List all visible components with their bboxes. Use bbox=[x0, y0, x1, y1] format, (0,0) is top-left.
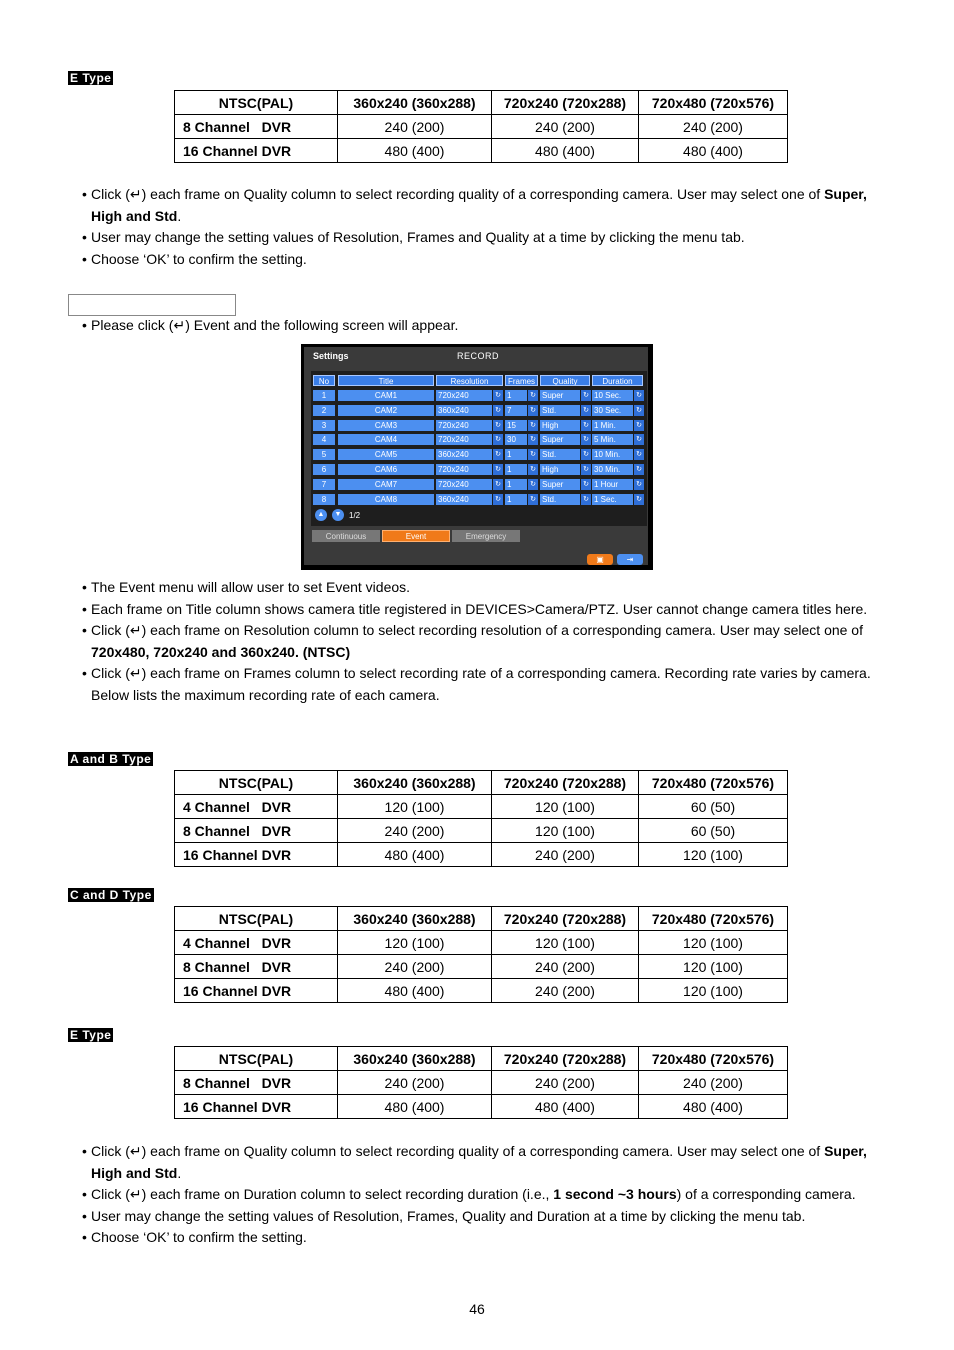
cycle-icon[interactable]: ↻ bbox=[493, 434, 503, 445]
duration-value[interactable]: 1 Sec. bbox=[592, 494, 633, 505]
frames-value[interactable]: 30 bbox=[505, 434, 527, 445]
row-number: 5 bbox=[313, 449, 335, 460]
header-cell: NTSC(PAL) bbox=[175, 907, 338, 931]
table-row bbox=[175, 139, 788, 163]
camera-title: CAM3 bbox=[338, 420, 434, 431]
bullet-list-duration bbox=[82, 1141, 882, 1249]
page-up-icon[interactable]: ▲ bbox=[315, 509, 327, 521]
cycle-icon[interactable]: ↻ bbox=[493, 494, 503, 505]
frames-value[interactable]: 1 bbox=[505, 494, 527, 505]
frame-rate-table-cd bbox=[174, 906, 788, 1003]
cycle-icon[interactable]: ↻ bbox=[581, 479, 591, 490]
cycle-icon[interactable]: ↻ bbox=[493, 420, 503, 431]
table-cell: 120 (100) bbox=[639, 979, 788, 1003]
event-intro bbox=[82, 315, 882, 337]
table-cell: 120 (100) bbox=[492, 795, 639, 819]
cycle-icon[interactable]: ↻ bbox=[581, 390, 591, 401]
page-indicator: 1/2 bbox=[349, 511, 361, 520]
table-header-row bbox=[175, 91, 788, 115]
dvr-screen-title: RECORD bbox=[457, 351, 500, 361]
return-icon: ↵ bbox=[129, 186, 142, 202]
table-cell: 120 (100) bbox=[639, 931, 788, 955]
table-cell: 480 (400) bbox=[492, 139, 639, 163]
table-cell: 240 (200) bbox=[639, 1071, 788, 1095]
section-heading-box bbox=[68, 294, 236, 316]
cycle-icon[interactable]: ↻ bbox=[634, 449, 644, 460]
camera-title: CAM8 bbox=[338, 494, 434, 505]
list-item: • Click (↵) each frame on Resolution column to select recording resolution of a corresponding camera. User may select one of 720x480, 720x240 and 360x240. (NTSC) bbox=[82, 620, 882, 663]
table-cell: 240 (200) bbox=[492, 1071, 639, 1095]
frame-rate-table-top bbox=[174, 90, 788, 163]
cycle-icon[interactable]: ↻ bbox=[581, 434, 591, 445]
list-item: • Click (↵) each frame on Quality column to select recording quality of a corresponding camera. User may select one of Super, High and Std. bbox=[82, 184, 882, 227]
resolution-value[interactable]: 360x240 bbox=[436, 405, 492, 416]
table-cell: 240 (200) bbox=[492, 843, 639, 867]
table-cell: 120 (100) bbox=[492, 819, 639, 843]
quality-value[interactable]: Super bbox=[540, 390, 580, 401]
header-resolution: Resolution bbox=[436, 375, 503, 386]
header-cell: 720x240 (720x288) bbox=[492, 907, 639, 931]
table-row bbox=[175, 1071, 788, 1095]
duration-value[interactable]: 30 Min. bbox=[592, 464, 633, 475]
table-row bbox=[175, 1095, 788, 1119]
row-label: 16 Channel DVR bbox=[175, 979, 338, 1003]
list-item: • The Event menu will allow user to set Event videos. bbox=[82, 577, 882, 599]
dvr-window bbox=[304, 347, 648, 565]
header-cell: 360x240 (360x288) bbox=[338, 907, 492, 931]
frame-rate-table-e bbox=[174, 1046, 788, 1119]
header-no: No bbox=[313, 375, 335, 386]
return-icon: ↵ bbox=[173, 317, 186, 333]
cycle-icon[interactable]: ↻ bbox=[634, 464, 644, 475]
row-label: 16 Channel DVR bbox=[175, 1095, 338, 1119]
quality-value[interactable]: High bbox=[540, 420, 580, 431]
frames-value[interactable]: 1 bbox=[505, 464, 527, 475]
duration-value[interactable]: 1 Hour bbox=[592, 479, 633, 490]
resolution-value[interactable]: 720x240 bbox=[436, 479, 492, 490]
header-quality: Quality bbox=[540, 375, 590, 386]
cycle-icon[interactable]: ↻ bbox=[528, 449, 538, 460]
header-cell: 360x240 (360x288) bbox=[338, 91, 492, 115]
list-item: • Please click (↵) Event and the following screen will appear. bbox=[82, 315, 882, 337]
list-item: • User may change the setting values of Resolution, Frames, Quality and Duration at a time by clicking the menu tab. bbox=[82, 1206, 882, 1228]
page-down-icon[interactable]: ▼ bbox=[332, 509, 344, 521]
cycle-icon[interactable]: ↻ bbox=[528, 434, 538, 445]
camera-title: CAM2 bbox=[338, 405, 434, 416]
cycle-icon[interactable]: ↻ bbox=[581, 405, 591, 416]
resolution-value[interactable]: 360x240 bbox=[436, 494, 492, 505]
tab-emergency[interactable]: Emergency bbox=[452, 530, 520, 542]
header-cell: 720x480 (720x576) bbox=[639, 91, 788, 115]
table-row bbox=[175, 931, 788, 955]
cycle-icon[interactable]: ↻ bbox=[581, 449, 591, 460]
exit-icon[interactable]: ⇥ bbox=[617, 554, 643, 565]
camera-title: CAM6 bbox=[338, 464, 434, 475]
duration-value[interactable]: 1 Min. bbox=[592, 420, 633, 431]
cycle-icon[interactable]: ↻ bbox=[528, 494, 538, 505]
quality-value[interactable]: Super bbox=[540, 479, 580, 490]
camera-title: CAM5 bbox=[338, 449, 434, 460]
frames-value[interactable]: 15 bbox=[505, 420, 527, 431]
header-cell: 720x240 (720x288) bbox=[492, 771, 639, 795]
duration-value[interactable]: 10 Sec. bbox=[592, 390, 633, 401]
row-number: 1 bbox=[313, 390, 335, 401]
list-item: • Choose ‘OK’ to confirm the setting. bbox=[82, 249, 882, 271]
duration-value[interactable]: 5 Min. bbox=[592, 434, 633, 445]
frames-value[interactable]: 7 bbox=[505, 405, 527, 416]
table-cell: 240 (200) bbox=[338, 1071, 492, 1095]
table-cell: 240 (200) bbox=[338, 955, 492, 979]
header-cell: NTSC(PAL) bbox=[175, 771, 338, 795]
table-cell: 60 (50) bbox=[639, 819, 788, 843]
return-icon: ↵ bbox=[129, 1143, 142, 1159]
header-title: Title bbox=[338, 375, 434, 386]
table-cell: 120 (100) bbox=[639, 955, 788, 979]
table-row bbox=[175, 843, 788, 867]
frames-value[interactable]: 1 bbox=[505, 390, 527, 401]
table-row bbox=[175, 795, 788, 819]
type-tag-ab: A and B Type bbox=[70, 752, 152, 766]
table-cell: 240 (200) bbox=[492, 115, 639, 139]
frame-rate-table-ab bbox=[174, 770, 788, 867]
row-number: 6 bbox=[313, 464, 335, 475]
table-cell: 240 (200) bbox=[492, 979, 639, 1003]
return-icon: ↵ bbox=[129, 665, 142, 681]
row-number: 7 bbox=[313, 479, 335, 490]
header-cell: 360x240 (360x288) bbox=[338, 1047, 492, 1071]
row-number: 3 bbox=[313, 420, 335, 431]
table-cell: 240 (200) bbox=[639, 115, 788, 139]
list-item: • Each frame on Title column shows camera title registered in DEVICES>Camera/PTZ. User cannot change camera titles here. bbox=[82, 599, 882, 621]
frames-value[interactable]: 1 bbox=[505, 479, 527, 490]
dvr-record-screen bbox=[301, 344, 653, 570]
resolution-value[interactable]: 720x240 bbox=[436, 390, 492, 401]
table-header-row bbox=[175, 771, 788, 795]
table-cell: 480 (400) bbox=[492, 1095, 639, 1119]
table-cell: 480 (400) bbox=[639, 1095, 788, 1119]
bullet-list-event bbox=[82, 577, 882, 706]
bullet-list-quality bbox=[82, 184, 882, 270]
quality-value[interactable]: Std. bbox=[540, 405, 580, 416]
row-label: 8 Channel DVR bbox=[175, 955, 338, 979]
duration-value[interactable]: 30 Sec. bbox=[592, 405, 633, 416]
header-duration: Duration bbox=[592, 375, 643, 386]
cycle-icon[interactable]: ↻ bbox=[581, 494, 591, 505]
table-row bbox=[175, 979, 788, 1003]
camera-title: CAM4 bbox=[338, 434, 434, 445]
table-cell: 480 (400) bbox=[338, 979, 492, 1003]
row-label: 8 Channel DVR bbox=[175, 819, 338, 843]
table-header-row bbox=[175, 1047, 788, 1071]
cycle-icon[interactable]: ↻ bbox=[581, 420, 591, 431]
table-cell: 120 (100) bbox=[338, 795, 492, 819]
cycle-icon[interactable]: ↻ bbox=[493, 405, 503, 416]
frames-value[interactable]: 1 bbox=[505, 449, 527, 460]
table-cell: 240 (200) bbox=[492, 955, 639, 979]
row-label: 8 Channel DVR bbox=[175, 115, 338, 139]
list-item: • User may change the setting values of Resolution, Frames and Quality at a time by clicking the menu tab. bbox=[82, 227, 882, 249]
header-cell: NTSC(PAL) bbox=[175, 91, 338, 115]
table-cell: 60 (50) bbox=[639, 795, 788, 819]
header-frames: Frames bbox=[505, 375, 538, 386]
cycle-icon[interactable]: ↻ bbox=[493, 464, 503, 475]
header-cell: 720x240 (720x288) bbox=[492, 91, 639, 115]
quality-value[interactable]: High bbox=[540, 464, 580, 475]
row-label: 8 Channel DVR bbox=[175, 1071, 338, 1095]
tab-continuous[interactable]: Continuous bbox=[312, 530, 380, 542]
type-tag-e: E Type bbox=[70, 1028, 112, 1042]
duration-value[interactable]: 10 Min. bbox=[592, 449, 633, 460]
cycle-icon[interactable]: ↻ bbox=[634, 434, 644, 445]
cycle-icon[interactable]: ↻ bbox=[634, 405, 644, 416]
quality-value[interactable]: Std. bbox=[540, 494, 580, 505]
row-number: 4 bbox=[313, 434, 335, 445]
row-number: 2 bbox=[313, 405, 335, 416]
cycle-icon[interactable]: ↻ bbox=[528, 405, 538, 416]
header-cell: 720x480 (720x576) bbox=[639, 771, 788, 795]
table-cell: 480 (400) bbox=[338, 139, 492, 163]
table-cell: 480 (400) bbox=[338, 1095, 492, 1119]
cycle-icon[interactable]: ↻ bbox=[634, 420, 644, 431]
dvr-settings-title: Settings bbox=[313, 351, 349, 361]
quality-value[interactable]: Super bbox=[540, 434, 580, 445]
cycle-icon[interactable]: ↻ bbox=[528, 390, 538, 401]
return-icon: ↵ bbox=[129, 1186, 142, 1202]
cycle-icon[interactable]: ↻ bbox=[528, 420, 538, 431]
table-row bbox=[175, 819, 788, 843]
table-cell: 240 (200) bbox=[338, 115, 492, 139]
table-cell: 480 (400) bbox=[639, 139, 788, 163]
resolution-value[interactable]: 720x240 bbox=[436, 434, 492, 445]
cycle-icon[interactable]: ↻ bbox=[493, 390, 503, 401]
header-cell: 360x240 (360x288) bbox=[338, 771, 492, 795]
resolution-value[interactable]: 720x240 bbox=[436, 420, 492, 431]
cycle-icon[interactable]: ↻ bbox=[493, 449, 503, 460]
record-grid bbox=[311, 371, 647, 526]
table-row bbox=[175, 115, 788, 139]
row-label: 16 Channel DVR bbox=[175, 139, 338, 163]
return-icon: ↵ bbox=[129, 622, 142, 638]
header-cell: 720x480 (720x576) bbox=[639, 1047, 788, 1071]
header-cell: 720x480 (720x576) bbox=[639, 907, 788, 931]
table-cell: 480 (400) bbox=[338, 843, 492, 867]
cycle-icon[interactable]: ↻ bbox=[634, 494, 644, 505]
table-cell: 120 (100) bbox=[492, 931, 639, 955]
table-cell: 120 (100) bbox=[338, 931, 492, 955]
cycle-icon[interactable]: ↻ bbox=[528, 479, 538, 490]
header-cell: NTSC(PAL) bbox=[175, 1047, 338, 1071]
list-item: • Click (↵) each frame on Duration column to select recording duration (i.e., 1 second ~3 hours) of a corresponding camera. bbox=[82, 1184, 882, 1206]
quality-value[interactable]: Std. bbox=[540, 449, 580, 460]
camera-title: CAM1 bbox=[338, 390, 434, 401]
page-number: 46 bbox=[469, 1301, 485, 1317]
row-number: 8 bbox=[313, 494, 335, 505]
cycle-icon[interactable]: ↻ bbox=[581, 464, 591, 475]
cycle-icon[interactable]: ↻ bbox=[634, 390, 644, 401]
cycle-icon[interactable]: ↻ bbox=[634, 479, 644, 490]
table-cell: 240 (200) bbox=[338, 819, 492, 843]
row-label: 4 Channel DVR bbox=[175, 795, 338, 819]
cycle-icon[interactable]: ↻ bbox=[493, 479, 503, 490]
header-cell: 720x240 (720x288) bbox=[492, 1047, 639, 1071]
table-header-row bbox=[175, 907, 788, 931]
tab-event[interactable]: Event bbox=[382, 530, 450, 542]
resolution-value[interactable]: 720x240 bbox=[436, 464, 492, 475]
type-tag-cd: C and D Type bbox=[70, 888, 152, 902]
list-item: • Choose ‘OK’ to confirm the setting. bbox=[82, 1227, 882, 1249]
cycle-icon[interactable]: ↻ bbox=[528, 464, 538, 475]
type-tag-top: E Type bbox=[70, 71, 112, 85]
save-icon[interactable]: ▣ bbox=[587, 554, 613, 565]
table-cell: 120 (100) bbox=[639, 843, 788, 867]
row-label: 16 Channel DVR bbox=[175, 843, 338, 867]
list-item: • Click (↵) each frame on Frames column to select recording rate of a corresponding camera. Recording rate varies by camera. Below lists the maximum recording rate of each camera. bbox=[82, 663, 882, 706]
camera-title: CAM7 bbox=[338, 479, 434, 490]
table-row bbox=[175, 955, 788, 979]
list-item: • Click (↵) each frame on Quality column to select recording quality of a corresponding camera. User may select one of Super, High and Std. bbox=[82, 1141, 882, 1184]
resolution-value[interactable]: 360x240 bbox=[436, 449, 492, 460]
row-label: 4 Channel DVR bbox=[175, 931, 338, 955]
